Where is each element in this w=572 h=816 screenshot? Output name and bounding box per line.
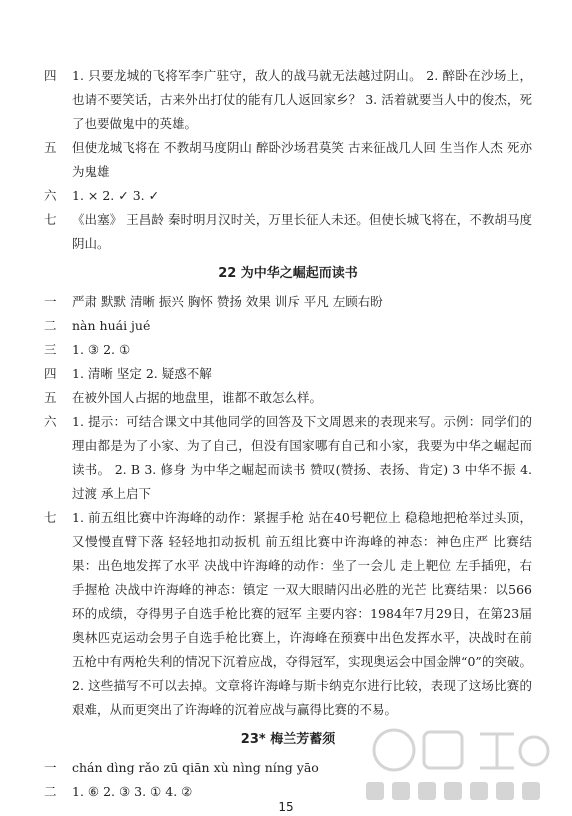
item-text: 在被外国人占据的地盘里，谁都不敢怎么样。	[72, 390, 323, 405]
item-marker: 四	[44, 366, 57, 381]
item-marker: 五	[44, 390, 57, 405]
item-text: 1. 清晰 坚定 2. 疑惑不解	[72, 366, 212, 381]
lesson-title: 23* 梅兰芳蓄须	[240, 732, 336, 747]
item-marker: 五	[44, 140, 57, 155]
answer-item	[44, 184, 532, 208]
item-text: nàn huái jué	[72, 318, 151, 333]
item-marker: 一	[44, 760, 57, 775]
item-text: 1. 前五组比赛中许海峰的动作：紧握手枪 站在40号靶位上 稳稳地把枪举过头顶，又慢慢直臂下落 轻轻地扣动扳机 前五组比赛中许海峰的神态：神色庄严 比赛结果：出色地发挥了水平 决战中许海峰的动作：坐了一会儿 走上靶位 左手插兜，右手握枪 决战中许海峰的神态：镇定 一双大眼睛闪出必胜的光芒 比赛结果：以566环的成绩，夺得男子自选手枪比赛的冠军 主要内容：1984年7月29日，在第23届奥林匹克运动会男子自选手枪比赛上，许海峰在预赛中出色发挥水平，决战时在前五枪中有两枪失利的情况下沉着应战，夺得冠军，实现奥运会中国金牌“0”的突破。 2. 这些描写不可以去掉。文章将许海峰与斯卡纳克尔进行比较，表现了这场比赛的艰难，从而更突出了许海峰的沉着应战与赢得比赛的不易。	[72, 510, 536, 717]
answer-item	[44, 362, 532, 386]
item-text: 1. 提示：可结合课文中其他同学的回答及下文周恩来的表现来写。示例：同学们的理由都是为了小家、为了自己，但没有国家哪有自己和小家，我要为中华之崛起而读书。 2. B 3. 修身 为中华之崛起而读书 赞叹(赞扬、表扬、肯定) 3 中华不振 4. 过渡 承上启下	[72, 414, 536, 501]
item-marker: 三	[44, 342, 57, 357]
item-text: 1. ③ 2. ①	[72, 342, 131, 357]
page-number: 15	[278, 800, 294, 814]
item-marker: 二	[44, 318, 57, 333]
lesson-title: 22 为中华之崛起而读书	[218, 266, 358, 281]
answer-item	[44, 136, 532, 184]
answer-item	[44, 290, 532, 314]
answer-item	[44, 386, 532, 410]
watermark-logo	[360, 720, 556, 812]
item-text: 《出塞》 王昌龄 秦时明月汉时关，万里长征人未还。但使长城飞将在，不教胡马度阴山。	[72, 212, 532, 251]
item-text: 1. × 2. ✓ 3. ✓	[72, 188, 160, 203]
answer-item	[44, 314, 532, 338]
item-text: 严肃 默默 清晰 振兴 胸怀 赞扬 效果 训斥 平凡 左顾右盼	[72, 294, 383, 309]
answer-item	[44, 410, 536, 506]
item-marker: 七	[44, 212, 57, 227]
answer-item	[44, 208, 532, 256]
item-text: chán dìng rǎo zū qiān xù nìng níng yāo	[72, 760, 319, 775]
item-marker: 七	[44, 510, 57, 525]
item-marker: 一	[44, 294, 57, 309]
answer-item	[44, 506, 536, 722]
answer-item	[44, 64, 532, 136]
page-content	[44, 64, 536, 804]
item-text: 1. 只要龙城的飞将军李广驻守，敌人的战马就无法越过阴山。 2. 醉卧在沙场上，也请不要笑话，古来外出打仗的能有几人返回家乡？ 3. 活着就要当人中的俊杰，死了也要做鬼中的英雄。	[72, 68, 532, 131]
item-marker: 四	[44, 68, 57, 83]
item-marker: 六	[44, 414, 57, 429]
item-text: 1. ⑥ 2. ③ 3. ① 4. ②	[72, 784, 193, 799]
item-text: 但使龙城飞将在 不教胡马度阴山 醉卧沙场君莫笑 古来征战几人回 生当作人杰 死亦为鬼雄	[72, 140, 532, 179]
answer-item	[44, 338, 532, 362]
item-marker: 二	[44, 784, 57, 799]
item-marker: 六	[44, 188, 57, 203]
